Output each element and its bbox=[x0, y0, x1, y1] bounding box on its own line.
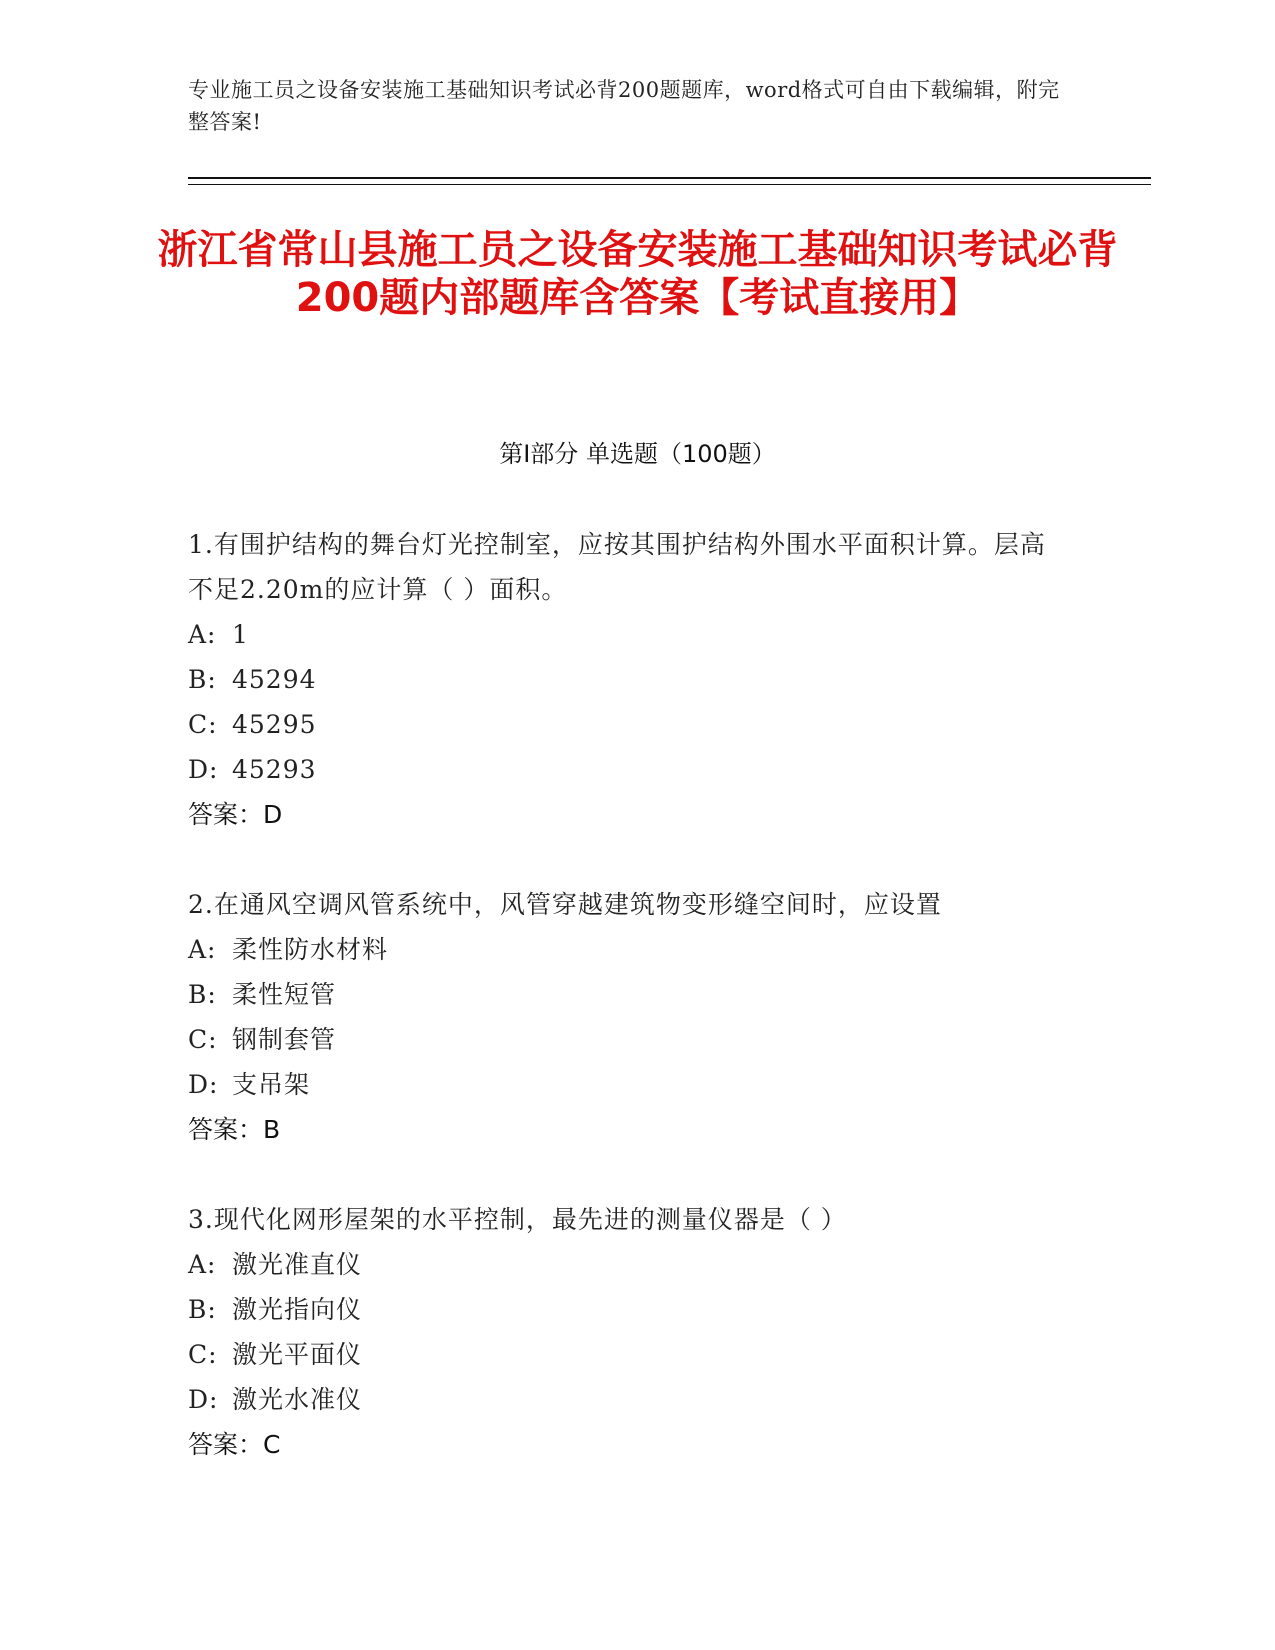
section-title: 第Ⅰ部分 单选题（100题） bbox=[499, 440, 776, 468]
option-key: B: bbox=[188, 980, 217, 1009]
option-key: C: bbox=[188, 1025, 218, 1054]
option-text: 45294 bbox=[232, 665, 317, 694]
option-text: 激光准直仪 bbox=[232, 1250, 363, 1279]
option-d bbox=[188, 747, 1068, 792]
option-key: D: bbox=[188, 1385, 219, 1414]
option-key: A: bbox=[188, 1250, 217, 1279]
option-d bbox=[188, 1062, 1068, 1107]
question-stem: 1.有围护结构的舞台灯光控制室，应按其围护结构外围水平面积计算。层高不足2.20m的应计算（ ）面积。 bbox=[188, 530, 1046, 604]
answer: 答案：B bbox=[188, 1115, 281, 1144]
option-text: 激光水准仪 bbox=[232, 1385, 363, 1414]
option-c bbox=[188, 1017, 1068, 1062]
option-text: 钢制套管 bbox=[232, 1025, 337, 1054]
option-b bbox=[188, 972, 1068, 1017]
option-d bbox=[188, 1377, 1068, 1422]
option-key: B: bbox=[188, 1295, 217, 1324]
option-b bbox=[188, 657, 1068, 702]
option-key: D: bbox=[188, 755, 219, 784]
question-1 bbox=[188, 522, 1068, 837]
option-key: C: bbox=[188, 710, 218, 739]
option-c bbox=[188, 702, 1068, 747]
option-text: 45295 bbox=[232, 710, 317, 739]
option-text: 激光平面仪 bbox=[232, 1340, 363, 1369]
option-a bbox=[188, 612, 1068, 657]
option-key: B: bbox=[188, 665, 217, 694]
option-key: A: bbox=[188, 620, 217, 649]
option-key: A: bbox=[188, 935, 217, 964]
header-note: 专业施工员之设备安装施工基础知识考试必背200题题库，word格式可自由下载编辑，附完整答案! bbox=[188, 78, 1060, 134]
header-divider-thick bbox=[188, 177, 1151, 179]
answer: 答案：D bbox=[188, 800, 283, 829]
question-stem: 3.现代化网形屋架的水平控制，最先进的测量仪器是（ ） bbox=[188, 1205, 847, 1234]
question-stem: 2.在通风空调风管系统中，风管穿越建筑物变形缝空间时，应设置 bbox=[188, 890, 942, 919]
option-text: 45293 bbox=[232, 755, 317, 784]
option-text: 柔性防水材料 bbox=[232, 935, 389, 964]
answer: 答案：C bbox=[188, 1430, 281, 1459]
question-3 bbox=[188, 1197, 1068, 1467]
question-2 bbox=[188, 882, 1068, 1152]
option-text: 1 bbox=[232, 620, 249, 649]
option-text: 支吊架 bbox=[232, 1070, 311, 1099]
option-a bbox=[188, 1242, 1068, 1287]
option-key: D: bbox=[188, 1070, 219, 1099]
option-text: 激光指向仪 bbox=[232, 1295, 363, 1324]
option-text: 柔性短管 bbox=[232, 980, 337, 1009]
option-key: C: bbox=[188, 1340, 218, 1369]
option-b bbox=[188, 1287, 1068, 1332]
header-divider-thin bbox=[188, 184, 1151, 185]
option-a bbox=[188, 927, 1068, 972]
option-c bbox=[188, 1332, 1068, 1377]
document-title: 浙江省常山县施工员之设备安装施工基础知识考试必背200题内部题库含答案【考试直接用】 bbox=[157, 227, 1118, 321]
